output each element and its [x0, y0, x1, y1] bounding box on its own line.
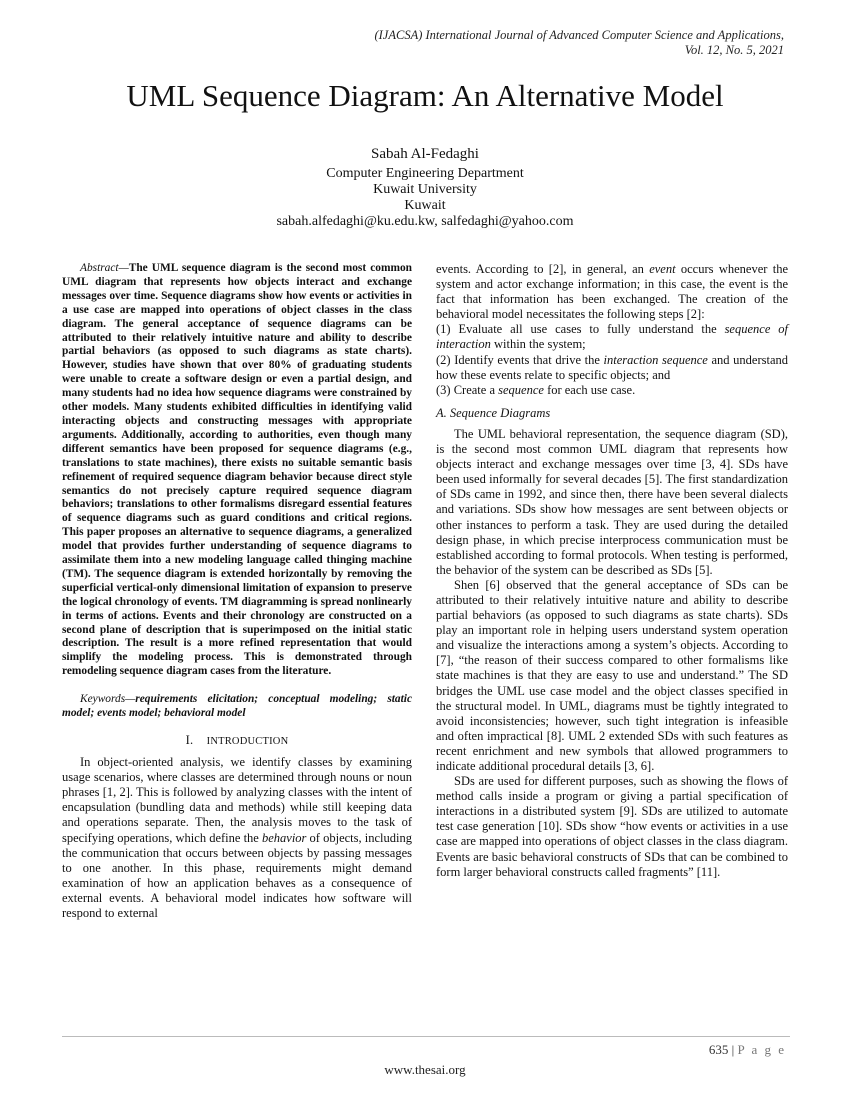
keywords	[62, 693, 412, 721]
step-2	[436, 353, 788, 383]
step-3-emphasis: sequence	[498, 382, 544, 397]
page-number	[709, 1042, 786, 1058]
sd-paragraph-3: SDs are used for different purposes, such as showing the flows of method calls inside a program or giving a partial specification of interactions in a distributed system [9]. SDs are utilized to automate test case generation [10]. SDs show “how events or activities in a use case are mapped into operations of object classes in the class diagram. Events are basic behavioral constructs of SDs that can be combined to form larger behavioral constructs called fragments” [11].	[436, 774, 788, 879]
step-1-emphasis: sequence of interaction	[436, 322, 789, 352]
author-block	[0, 146, 850, 230]
events-text-a: events. According to [2], in general, an	[436, 262, 650, 276]
author-university: Kuwait University	[373, 182, 477, 197]
keywords-lead: Keywords—	[80, 693, 136, 706]
step-3	[436, 383, 788, 398]
author-country: Kuwait	[404, 198, 446, 213]
sd-paragraph-2: Shen [6] observed that the general acceptance of SDs can be attributed to their relatively intuitive nature and ability to describe partial behaviors (as opposed to such diagrams as state charts). SDs play an important role in helping users understand system operation and visualize the interactions among a system’s objects. According to [7], “the reason of their success compared to other formalisms like state machines is that they are easy to use and understand.” The SD bridges the UML use case model and the object classes specified in the structural model. In UML, diagrams must be tightly integrated to avoid inconsistencies; however, such tight integration is infeasible and often impractical [8]. UML 2 extended SDs with such features as recent enrichment and new symbols that allowed programmers to indicate additional procedural details [3, 6].	[436, 577, 788, 773]
intro-text-b: of objects, including the communication that occurs between objects by passing messages to one another. In this phase, requirements might demand examination of how an application behaves as a consequence of external events. A behavioral model indicates how software will respond to external	[62, 830, 412, 921]
author-emails: sabah.alfedaghi@ku.edu.kw, salfedaghi@yahoo.com	[276, 214, 574, 229]
events-paragraph	[436, 262, 788, 322]
footer-website: www.thesai.org	[384, 1062, 466, 1077]
paper-title: UML Sequence Diagram: An Alternative Model	[126, 78, 724, 113]
left-column	[62, 262, 412, 921]
intro-text-a: In object-oriented analysis, we identify classes by examining usage scenarios, where classes are determined through nouns or noun phrases [1, 2]. This is followed by analyzing classes with the intent of encapsulation (bundling data and methods) while still keeping data and operations separate. Then, the analysis moves to the task of specifying operations, which define the	[62, 755, 412, 845]
footer-divider	[62, 1036, 790, 1037]
step-2-text-a: (2) Identify events that drive the	[436, 352, 604, 367]
abstract	[62, 262, 412, 679]
author-name: Sabah Al-Fedaghi	[371, 146, 479, 162]
step-2-emphasis: interaction sequence	[603, 352, 708, 367]
section-number: I.	[185, 733, 194, 747]
events-text-emphasis: event	[649, 262, 676, 276]
step-1-text-a: (1) Evaluate all use cases to fully understand the	[436, 322, 725, 337]
step-3-text-b: for each use case.	[543, 382, 636, 397]
abstract-text: The UML sequence diagram is the second most common UML diagram that represents how objects interact and exchange messages over time. Sequence diagrams show how events or activities in a use case are mapped into operations of object classes in the class diagram. The general acceptance of sequence diagrams can be attributed to their relatively intuitive nature and ability to describe partial behaviors (as opposed to such diagrams as state charts). However, studies have shown that over 80% of graduating students were unable to create a software design or even a partial design, and many students had no idea how sequence diagrams were constrained by other models. Many students exhibited difficulties in identifying valid interacting objects and constructing messages with appropriate arguments. Additionally, according to authorities, even though many different semantics have been proposed for sequence diagrams (e.g., translations to state machines), there exists no suitable semantic basis refinement of required sequence diagram behavior because direct style semantics do not precisely capture required sequence diagram behaviors; translations to other formalisms disregard essential features of sequence diagrams such as guard conditions and critical regions. This paper proposes an alternative to sequence diagrams, a generalized model that provides further understanding of sequence diagrams to assimilate them into a new modeling language called thinging machine (TM). The sequence diagram is extended horizontally by removing the superficial vertical-only dimensional limitation of expansion to preserve the logical chronology of events. TM diagramming is spread nonlinearly in terms of actions. Events and their chronology are constructed on a second plane of description that is superimposed on the initial static description. The result is a more refined representation that would simplify the modeling process. This is demonstrated through remodeling sequence diagram cases from the literature.	[62, 262, 412, 678]
step-3-text-a: (3) Create a	[436, 382, 499, 397]
events-text-b: occurs whenever the system and actor exchange information; in this case, the event is the fact that information has been exchanged. The creation of the behavioral model necessitates the following steps [2]:	[436, 262, 788, 322]
page-word: P a g e	[737, 1042, 786, 1057]
step-1	[436, 322, 788, 352]
journal-name: (IJACSA) International Journal of Advanced Computer Science and Applications,	[374, 28, 784, 42]
page-number-value: 635	[708, 1042, 729, 1057]
subsection-heading: A. Sequence Diagrams	[436, 405, 551, 420]
section-heading-introduction	[62, 733, 412, 749]
keywords-text: requirements elicitation; conceptual modeling; static model; events model; behavioral model	[62, 693, 412, 720]
intro-paragraph	[62, 755, 412, 921]
step-1-text-b: within the system;	[490, 337, 586, 352]
step-2-text-b: and understand how these events relate to specific objects; and	[436, 352, 788, 382]
abstract-lead: Abstract—	[80, 262, 129, 274]
author-department: Computer Engineering Department	[326, 166, 524, 181]
sd-paragraph-1: The UML behavioral representation, the sequence diagram (SD), is the second most common UML diagram that represents how objects interact and exchange messages over time [3, 4]. SDs have been used informally for several decades [5]. The first standardization of SDs came in 1992, and since then, there have been several dialects and variations. SDs show how messages are sent between objects or other instances to perform a task. They are used during the detailed design phase, in which precise interprocess communication must be established according to formal protocols. When testing is performed, the behavior of the system can be described as SDs [5].	[436, 426, 788, 577]
page-separator: |	[728, 1042, 738, 1057]
journal-header	[284, 28, 784, 58]
section-title: INTRODUCTION	[206, 736, 289, 747]
right-column	[436, 262, 788, 880]
journal-volume: Vol. 12, No. 5, 2021	[684, 43, 784, 57]
intro-text-emphasis: behavior	[261, 830, 307, 845]
